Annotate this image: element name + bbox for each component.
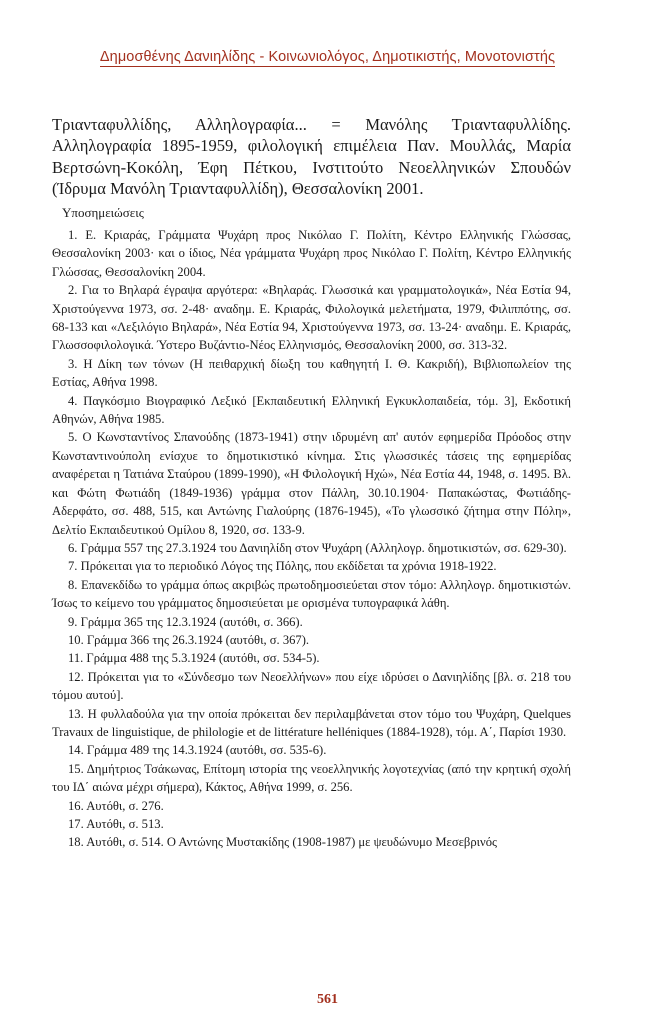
footnotes-list [52,226,571,852]
footnote: 4. Παγκόσμιο Βιογραφικό Λεξικό [Εκπαιδευτική Ελληνική Εγκυκλοπαιδεία, τόμ. 3], Εκδοτική Αθηνών, Αθήνα 1985. [52,393,571,427]
running-header [0,48,655,67]
footnote: 5. Ο Κωνσταντίνος Σπανούδης (1873-1941) στην ιδρυμένη απ' αυτόν εφημερίδα Πρόοδος στην Κωνσταντινούπολη ενίσχυε το δημοτικιστικό κίνημα. Στις γλωσσικές τάσεις της εφημερίδας αναφέρεται η Τατιάνα Σταύρου (1899-1990), «Η Φιλολογική Ηχώ», Νέα Εστία 44, 1948, σ. 1495. Βλ. και Φώτη Φωτιάδη (1849-1936) γράμμα στον Πάλλη, 30.10.1904· Παπακώστας, Φωτιάδης-Αδερφάτο, σσ. 488, 515, και Αντώνης Γιαλούρης (1876-1945), «Το γλωσσικό ζήτημα στην Πόλη», Δελτίο Εκπαιδευτικού Ομίλου 8, 1920, σσ. 133-9. [52,430,571,537]
footnote: 11. Γράμμα 488 της 5.3.1924 (αυτόθι, σσ. 534-5). [68,651,320,666]
footnote: 14. Γράμμα 489 της 14.3.1924 (αυτόθι, σσ. 535-6). [68,743,327,758]
page-number: 561 [317,992,338,1007]
footnote: 16. Αυτόθι, σ. 276. [68,798,164,813]
running-header-text: Δημοσθένης Δανιηλίδης - Κοινωνιολόγος, Δημοτικιστής, Μονοτονιστής [99,49,556,65]
footnote: 9. Γράμμα 365 της 12.3.1924 (αυτόθι, σ. 366). [68,614,303,629]
footnote: 7. Πρόκειται για το περιοδικό Λόγος της Πόλης, που εκδίδεται τα χρόνια 1918-1922. [68,559,497,574]
footnote: 1. Ε. Κριαράς, Γράμματα Ψυχάρη προς Νικόλαο Γ. Πολίτη, Κέντρο Ελληνικής Γλώσσας, Θεσσαλονίκη 2003· και ο ίδιος, Νέα γράμματα Ψυχάρη προς Νικόλαο Γ. Πολίτη, Κέντρο Ελληνικής Γλώσσας, Θεσσαλονίκη 2004. [52,228,571,279]
footnote: 13. Η φυλλαδούλα για την οποία πρόκειται δεν περιλαμβάνεται στον τόμο του Ψυχάρη, Quelques Travaux de linguistique, de philologie et de littérature helléniques (1884-1928), τόμ. Α΄, Παρίσι 1930. [52,706,571,739]
footnotes-heading: Υποσημειώσεις [62,205,144,220]
footnote: 3. Η Δίκη των τόνων (Η πειθαρχική δίωξη του καθηγητή Ι. Θ. Κακριδή), Βιβλιοπωλείον της Εστίας, Αθήνα 1998. [52,356,571,390]
footnote: 15. Δημήτριος Τσάκωνας, Επίτομη ιστορία της νεοελληνικής λογοτεχνίας (από την κρητική σχολή του ΙΔ΄ αιώνα μέχρι σήμερα), Κάκτος, Αθήνα 1999, σ. 256. [52,761,571,795]
footnote: 18. Αυτόθι, σ. 514. Ο Αντώνης Μυστακίδης (1908-1987) με ψευδώνυμο Μεσεβρινός [68,835,497,850]
intro-paragraph: Τριανταφυλλίδης, Αλληλογραφία... = Μανόλης Τριανταφυλλίδης. Αλληλογραφία 1895-1959, φιλολογική επιμέλεια Παν. Μουλλάς, Μαρία Βερτσώνη-Κοκόλη, Έφη Πέτκου, Ινστιτούτο Νεοελληνικών Σπουδών (Ίδρυμα Μανόλη Τριανταφυλλίδη), Θεσσαλονίκη 2001. [52,114,571,198]
footnote: 8. Επανεκδίδω το γράμμα όπως ακριβώς πρωτοδημοσιεύεται στον τόμο: Αλληλογρ. δημοτικιστών. Ίσως το κείμενο του γράμματος δημοσιεύεται με ορισμένα τυπογραφικά λάθη. [52,577,571,611]
footnote: 17. Αυτόθι, σ. 513. [68,817,164,831]
footnote: 2. Για το Βηλαρά έγραψα αργότερα: «Βηλαράς. Γλωσσικά και γραμματολογικά», Νέα Εστία 94, Χριστούγεννα 1973, σσ. 2-48· αναδημ. Ε. Κριαράς, Φιλολογικά μελετήματα, 1979, Φιλιππότης, σσ. 68-133 και «Λεξιλόγιο Βηλαρά», Νέα Εστία 94, Χριστούγεννα 1973, σσ. 13-24· αναδημ. Ε. Κριαράς, Γλωσσοφιλολογικά. Ύστερο Βυζάντιο-Νέος Ελληνισμός, Θεσσαλονίκη 2000, σσ. 313-32. [52,283,571,353]
footnote: 6. Γράμμα 557 της 27.3.1924 του Δανιηλίδη στον Ψυχάρη (Αλληλογρ. δημοτικιστών, σσ. 629-30). [68,540,567,555]
footnote: 12. Πρόκειται για το «Σύνδεσμο των Νεοελλήνων» που είχε ιδρύσει ο Δανιηλίδης [βλ. σ. 218 του τόμου αυτού]. [52,669,571,703]
footnote: 10. Γράμμα 366 της 26.3.1924 (αυτόθι, σ. 367). [68,632,310,647]
